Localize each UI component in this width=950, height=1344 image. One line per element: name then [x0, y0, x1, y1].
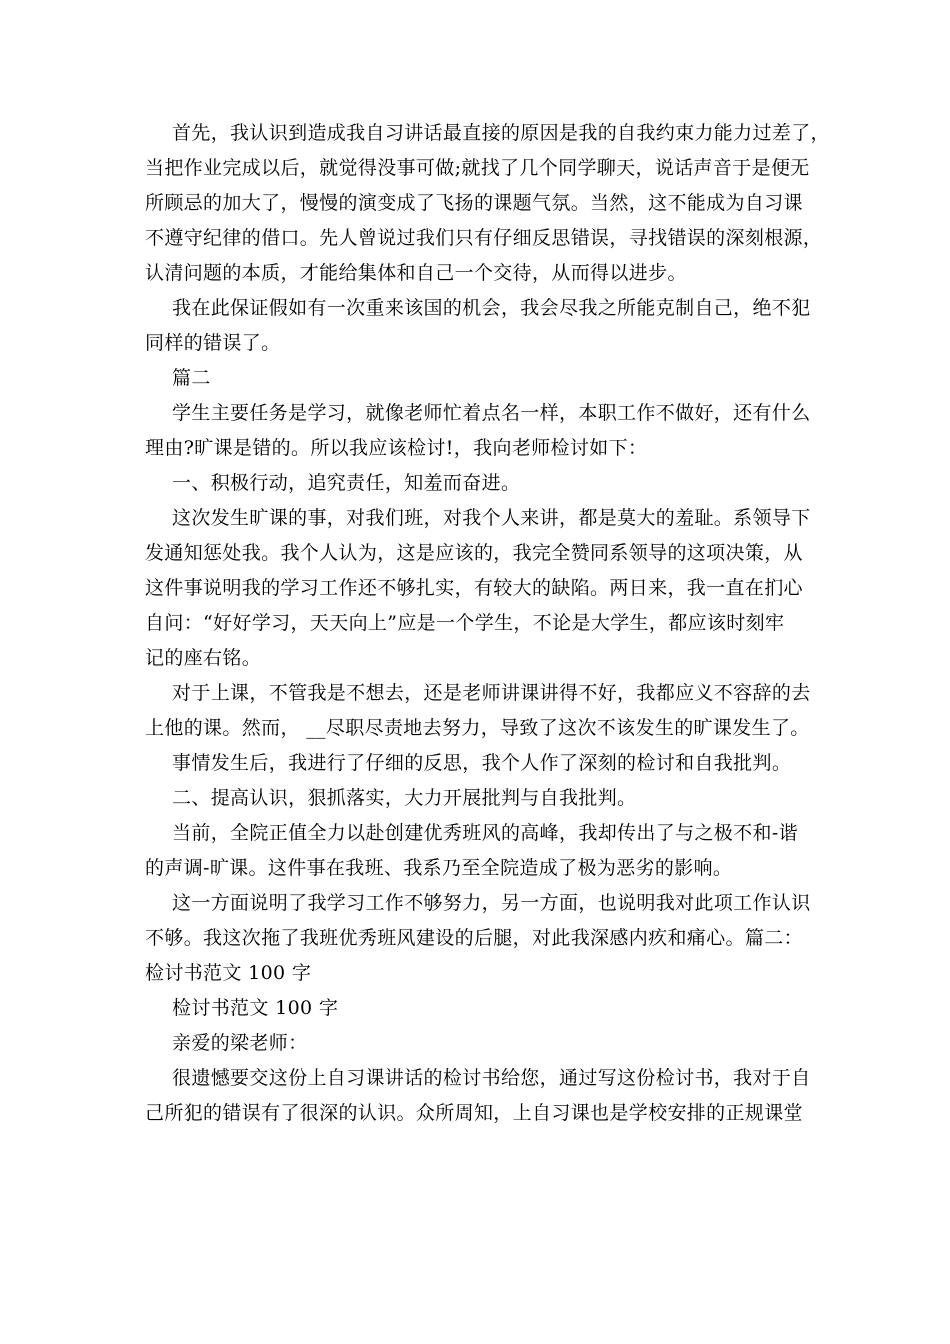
text-line: 学生主要任务是学习，就像老师忙着点名一样，本职工作不做好，还有什么: [172, 402, 811, 424]
text-line: 上他的课。然而， __尽职尽责地去努力，导致了这次不该发生的旷课发生了。: [145, 717, 810, 739]
text-line: 的声调-旷课。这件事在我班、我系乃至全院造成了极为恶劣的影响。: [145, 857, 733, 879]
text-line: 这件事说明我的学习工作还不够扎实，有较大的缺陷。两日来，我一直在扪心: [145, 577, 803, 599]
text-line: 发通知惩处我。我个人认为，这是应该的，我完全赞同系领导的这项决策，从: [145, 542, 803, 564]
text-line: 不遵守纪律的借口。先人曾说过我们只有仔细反思错误，寻找错误的深刻根源，: [145, 227, 823, 249]
document-title: 检讨书范文 100 字: [172, 997, 339, 1019]
text-line: 当把作业完成以后，就觉得没事可做;就找了几个同学聊天，说话声音于是便无: [145, 157, 810, 179]
text-line: 对于上课，不管我是不想去，还是老师讲课讲得不好，我都应义不容辞的去: [172, 682, 811, 704]
text-line: 认清问题的本质，才能给集体和自己一个交待，从而得以进步。: [145, 262, 687, 284]
text-line: 所顾忌的加大了，慢慢的演变成了飞扬的课题气氛。当然，这不能成为自习课: [145, 192, 803, 214]
text-line: 理由?旷课是错的。所以我应该检讨!，我向老师检讨如下：: [145, 437, 648, 459]
text-line: 一、积极行动，追究责任，知羞而奋进。: [172, 472, 521, 494]
section-heading: 篇二: [172, 367, 211, 389]
text-line: 当前，全院正值全力以赴创建优秀班风的高峰，我却传出了与之极不和-谐: [172, 822, 798, 844]
text-line: 检讨书范文 100 字: [145, 962, 312, 984]
text-line: 首先，我认识到造成我自习讲话最直接的原因是我的自我约束力能力过差了，: [172, 122, 830, 144]
text-line: 二、提高认识，狠抓落实，大力开展批判与自我批判。: [172, 787, 637, 809]
salutation: 亲爱的梁老师：: [172, 1032, 308, 1054]
text-line: 不够。我这次拖了我班优秀班风建设的后腿，对此我深感内疚和痛心。篇二：: [145, 927, 803, 949]
text-line: 己所犯的错误有了很深的认识。众所周知，上自习课也是学校安排的正规课堂: [145, 1102, 803, 1124]
text-line: 自问：“好好学习，天天向上”应是一个学生，不论是大学生，都应该时刻牢: [145, 612, 785, 634]
text-line: 我在此保证假如有一次重来该国的机会，我会尽我之所能克制自己，绝不犯: [172, 297, 811, 319]
text-line: 同样的错误了。: [145, 332, 281, 354]
text-line: 记的座右铭。: [145, 647, 262, 669]
text-line: 这一方面说明了我学习工作不够努力，另一方面，也说明我对此项工作认识: [172, 892, 811, 914]
text-line: 很遗憾要交这份上自习课讲话的检讨书给您，通过写这份检讨书，我对于自: [172, 1067, 811, 1089]
text-line: 事情发生后，我进行了仔细的反思，我个人作了深刻的检讨和自我批判。: [172, 752, 792, 774]
text-line: 这次发生旷课的事，对我们班，对我个人来讲，都是莫大的羞耻。系领导下: [172, 507, 811, 529]
